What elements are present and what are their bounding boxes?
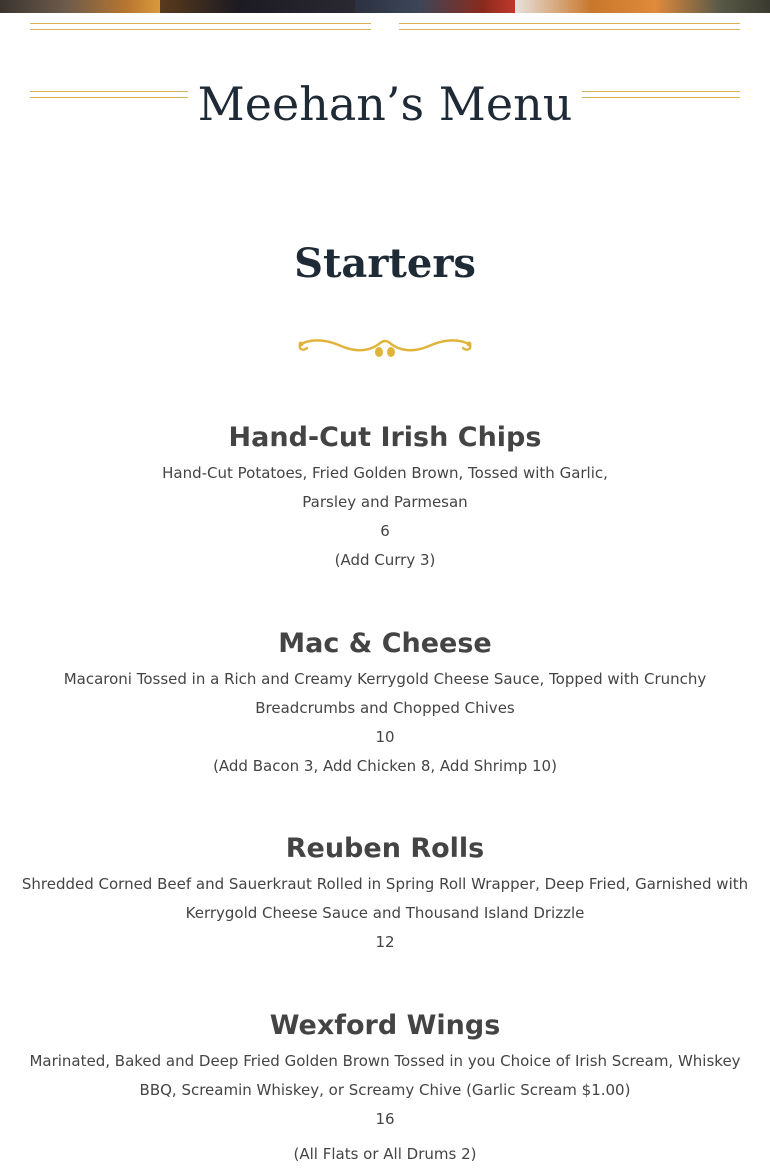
item-description: Shredded Corned Beef and Sauerkraut Rolled in Spring Roll Wrapper, Deep Fried, Garnished with Kerrygold Cheese Sauce and Thousand Island Drizzle [21,875,749,922]
menu-item [20,832,750,957]
header-photo-strip [0,0,770,13]
item-price: 10 [375,728,395,746]
gold-divider-line [399,23,740,30]
item-name: Reuben Rolls [285,833,485,864]
gold-flourish-divider-icon [293,334,477,360]
menu-item [20,1009,750,1169]
item-name: Wexford Wings [269,1010,501,1041]
menu-item [20,421,750,575]
item-description: Macaroni Tossed in a Rich and Creamy Kerrygold Cheese Sauce, Topped with Crunchy Breadcrumbs and Chopped Chives [63,670,707,717]
item-price: 12 [375,933,395,951]
item-add-on: (All Flats or All Drums 2) [293,1145,477,1163]
item-price: 6 [380,522,390,540]
item-description: Marinated, Baked and Deep Fried Golden Brown Tossed in you Choice of Irish Scream, Whiskey BBQ, Screamin Whiskey, or Screamy Chive (Garlic Scream $1.00) [29,1052,741,1099]
food-photo [355,0,515,13]
food-photo [515,0,770,13]
gold-divider-line [30,23,371,30]
food-photo [0,0,160,13]
page-title-text: Meehan’s Menu [188,77,583,131]
page-title [0,72,770,136]
item-description: Hand-Cut Potatoes, Fried Golden Brown, Tossed with Garlic, Parsley and Parmesan [162,464,608,511]
food-photo [160,0,355,13]
item-add-on: (Add Curry 3) [334,551,436,569]
item-name: Hand-Cut Irish Chips [228,422,542,453]
item-add-on: (Add Bacon 3, Add Chicken 8, Add Shrimp 10) [213,757,557,775]
item-price: 16 [375,1110,395,1128]
item-name: Mac & Cheese [278,628,492,659]
section-title: Starters [294,240,476,287]
menu-item [20,627,750,781]
